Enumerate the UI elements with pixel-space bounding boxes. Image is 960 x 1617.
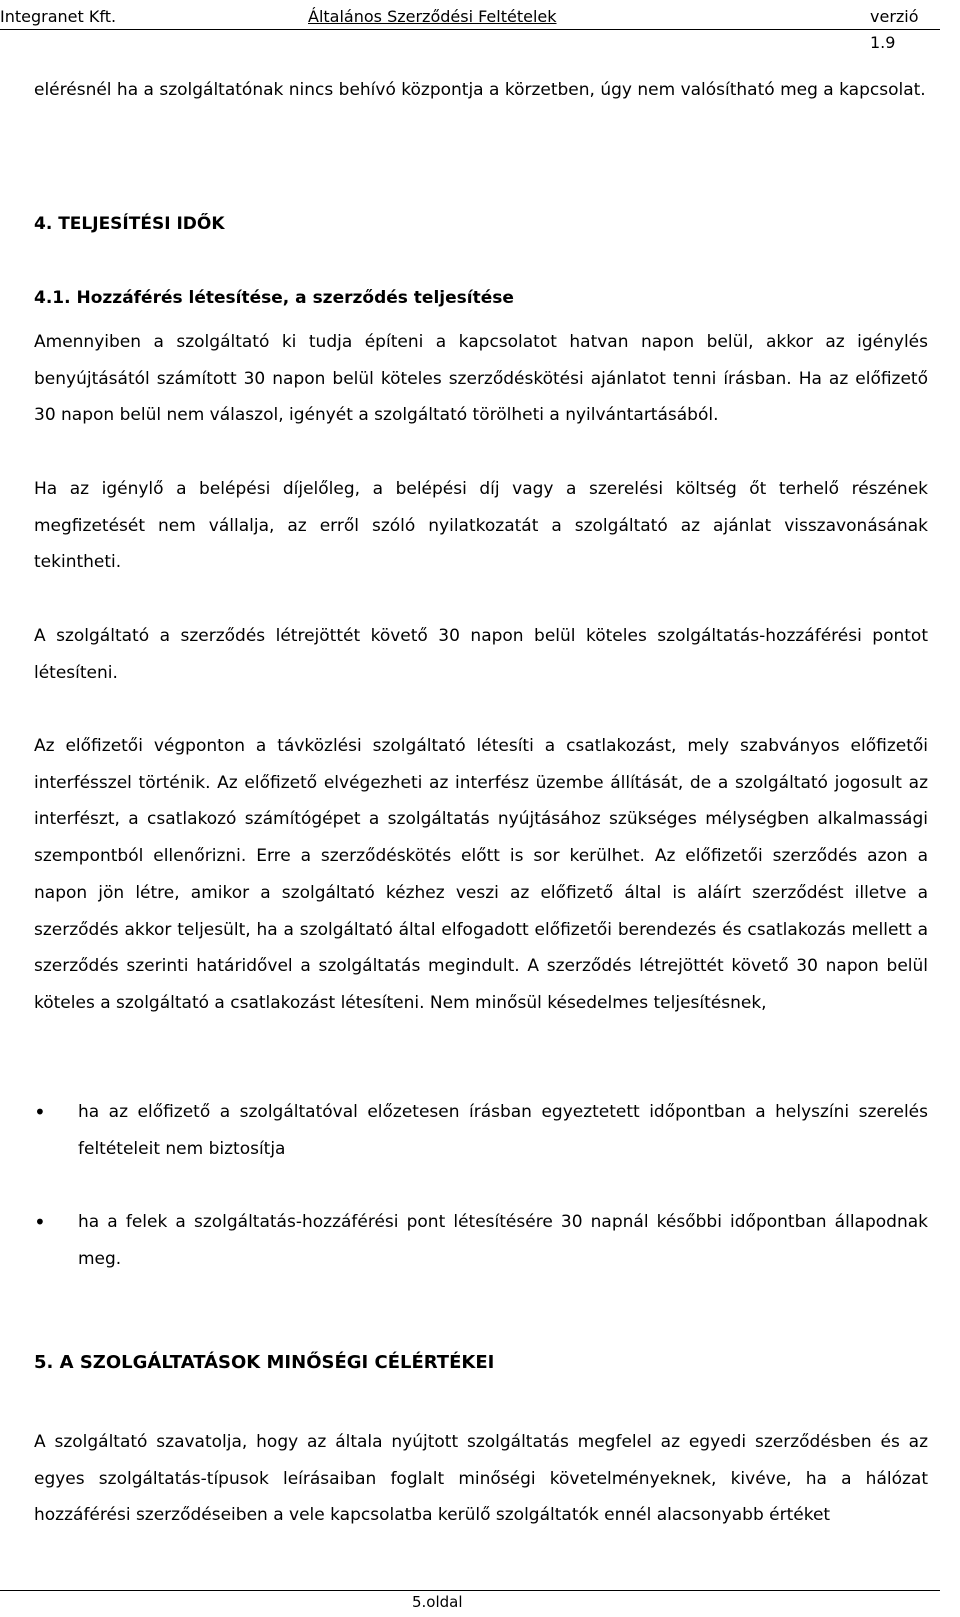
page-header: [0, 4, 940, 52]
header-document-title: Általános Szerződési Feltételek: [308, 7, 557, 26]
section-4-1-heading: 4.1. Hozzáférés létesítése, a szerződés teljesítése: [34, 288, 514, 308]
section-5-heading: 5. A SZOLGÁLTATÁSOK MINŐSÉGI CÉLÉRTÉKEI: [34, 1352, 495, 1373]
section-4-heading: 4. TELJESÍTÉSI IDŐK: [34, 214, 225, 234]
paragraph-4-1-3: A szolgáltató a szerződés létrejöttét követő 30 napon belül köteles szolgáltatás-hozzáférési pontot létesíteni.: [34, 626, 928, 683]
list-item-text: ha a felek a szolgáltatás-hozzáférési pont létesítésére 30 napnál későbbi időpontban állapodnak meg.: [78, 1212, 928, 1269]
bullet-icon: •: [34, 1100, 46, 1124]
page-number: 5.oldal: [412, 1593, 463, 1611]
paragraph-4-1-1: Amennyiben a szolgáltató ki tudja építeni a kapcsolatot hatvan napon belül, akkor az igénylés benyújtásától számított 30 napon belül köteles szerződéskötési ajánlatot tenni írásban. Ha az előfizető 30 napon belül nem válaszol, igényét a szolgáltató törölheti a nyilvántartásából.: [34, 332, 928, 426]
list-item-text: ha az előfizető a szolgáltatóval előzetesen írásban egyeztetett időpontban a helyszíni szerelés feltételeit nem biztosítja: [78, 1102, 928, 1159]
paragraph-4-1-4: Az előfizetői végponton a távközlési szolgáltató létesíti a csatlakozást, mely szabványos előfizetői interfésszel történik. Az előfizető elvégezheti az interfész üzembe állítását, de a szolgáltató jogosult az interfészt, a csatlakozó számítógépet a szolgáltatás nyújtásához szükséges mélységben alkalmassági szempontból ellenőrizni. Erre a szerződéskötés előtt is sor kerülhet. Az előfizetői szerződés azon a napon jön létre, amikor a szolgáltató kézhez veszi az előfizető által is aláírt szerződést illetve a szerződés akkor teljesült, ha a szolgáltató által elfogadott előfizetői berendezés és csatlakozás mellett a szerződés szerinti határidővel a szolgáltatás megindult. A szerződés létrejöttét követő 30 napon belül köteles a szolgáltató a csatlakozást létesíteni. Nem minősül késedelmes teljesítésnek,: [34, 736, 928, 1013]
header-version: verzió 1.9: [870, 7, 919, 52]
header-company: Integranet Kft.: [0, 7, 117, 26]
header-rule: [0, 29, 940, 30]
paragraph-4-1-2: Ha az igénylő a belépési díjelőleg, a belépési díj vagy a szerelési költség őt terhelő részének megfizetését nem vállalja, az erről szóló nyilatkozatát a szolgáltató az ajánlat visszavonásának tekintheti.: [34, 479, 928, 573]
bullet-icon: •: [34, 1210, 46, 1234]
intro-paragraph: elérésnél ha a szolgáltatónak nincs behívó központja a körzetben, úgy nem valósítható meg a kapcsolat.: [34, 80, 926, 100]
paragraph-5-1: A szolgáltató szavatolja, hogy az általa nyújtott szolgáltatás megfelel az egyedi szerződésben és az egyes szolgáltatás-típusok leírásaiban foglalt minőségi követelményeknek, kivéve, ha a hálózat hozzáférési szerződéseiben a vele kapcsolatba kerülő szolgáltatók ennél alacsonyabb értéket: [34, 1432, 928, 1526]
page-footer: [0, 1590, 940, 1611]
